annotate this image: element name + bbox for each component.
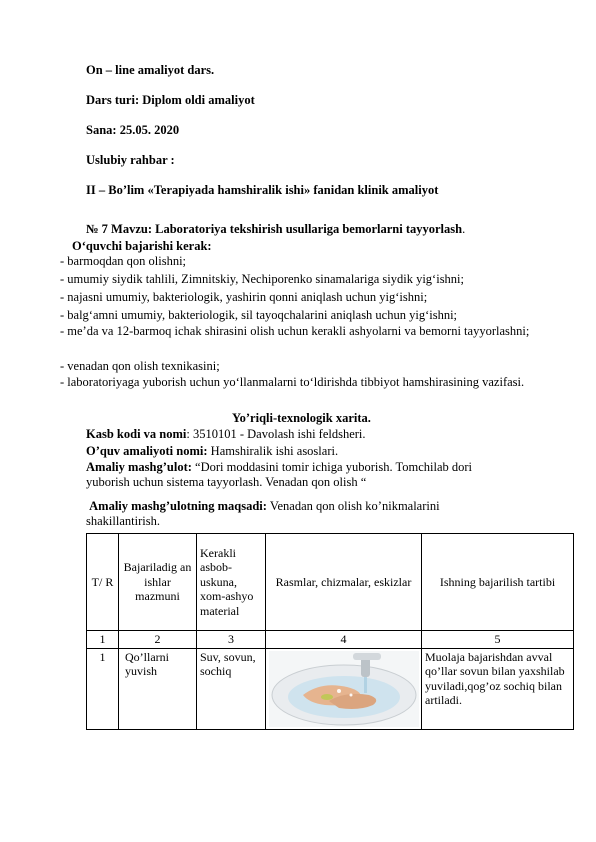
profession-value: : 3510101 - Davolash ishi feldsheri. [186,427,366,441]
session-line [86,460,506,490]
topic: № 7 Mavzu: Laboratoriya tekshirish usullariga bemorlarni tayyorlash [86,222,463,236]
practice-label: O’quv amaliyoti nomi: [86,444,208,458]
profession-line [86,427,366,441]
task-item: - balg‘amni umumiy, bakteriologik, sil tayoqchalarini aniqlash uchun yig‘ishni; [60,308,458,322]
number-cell: 4 [266,631,422,649]
task-item: - umumiy siydik tahlili, Zimnitskiy, Nechiporenko sinamalariga siydik yig‘ishni; [60,272,465,286]
row-materials: Suv, sovun, sochiq [197,648,266,729]
lesson-date: Sana: 25.05. 2020 [86,123,180,137]
row-illustration [266,648,422,729]
task-item: - najasni umumiy, bakteriologik, yashirin qonni aniqlash uchun yig‘ishni; [60,290,428,304]
header-cell: Rasmlar, chizmalar, eskizlar [266,534,422,631]
task-item: - me’da va 12-barmoq ichak shirasini olish uchun kerakli ashyolarni va bemorni tayyorlashni; [60,324,530,338]
practice-line [86,444,338,458]
supervisor: Uslubiy rahbar : [86,153,175,167]
number-cell: 5 [422,631,574,649]
page-title: On – line amaliyot dars. [86,63,215,77]
header-cell: Kerakli asbob-uskuna, xom-ashyo material [197,534,266,631]
tasks-heading: O‘quvchi bajarishi kerak: [72,239,212,253]
table-header-row [87,534,574,631]
header-cell: T/ R [87,534,119,631]
task-item: - venadan qon olish texnikasini; [60,359,220,373]
profession-label: Kasb kodi va nomi [86,427,187,441]
practice-value: Hamshiralik ishi asoslari. [207,444,339,458]
goal-label: Amaliy mashg’ulotning maqsadi: [89,499,267,513]
topic-line [86,222,465,236]
table-number-row [87,631,574,649]
table-row [87,648,574,729]
header-cell: Bajariladig an ishlar mazmuni [119,534,197,631]
header-cell: Ishning bajarilish tartibi [422,534,574,631]
tech-map-table [86,533,574,730]
topic-dot: . [462,222,466,236]
session-value: “Dori moddasini tomir ichiga yuborish. Tomchilab dori yuborish uchun sistema tayyorlash. Venadan qon olish “ [86,460,473,489]
task-item: - laboratoriyaga yuborish uchun yo‘llanmalarni to‘ldirishda tibbiyot hamshirasining vazifasi. [60,375,525,389]
number-cell: 2 [119,631,197,649]
lesson-type: Dars turi: Diplom oldi amaliyot [86,93,255,107]
number-cell: 3 [197,631,266,649]
section-title: II – Bo’lim «Terapiyada hamshiralik ishi» fanidan klinik amaliyot [86,183,439,197]
map-title: Yo’riqli-texnologik xarita. [232,411,371,425]
task-item: - barmoqdan qon olishni; [60,254,187,268]
row-task: Qo’llarni yuvish [119,648,197,729]
goal-value: Venadan qon olish ko’nikmalarini shakillantirish. [86,499,440,528]
row-number: 1 [87,648,119,729]
row-steps: Muolaja bajarishdan avval qo’llar sovun bilan yaxshilab yuviladi,qog’oz sochiq bilan artiladi. [422,648,574,729]
goal-line [86,499,496,529]
number-cell: 1 [87,631,119,649]
hand-washing-illustration [269,651,419,727]
session-label: Amaliy mashg’ulot: [86,460,192,474]
